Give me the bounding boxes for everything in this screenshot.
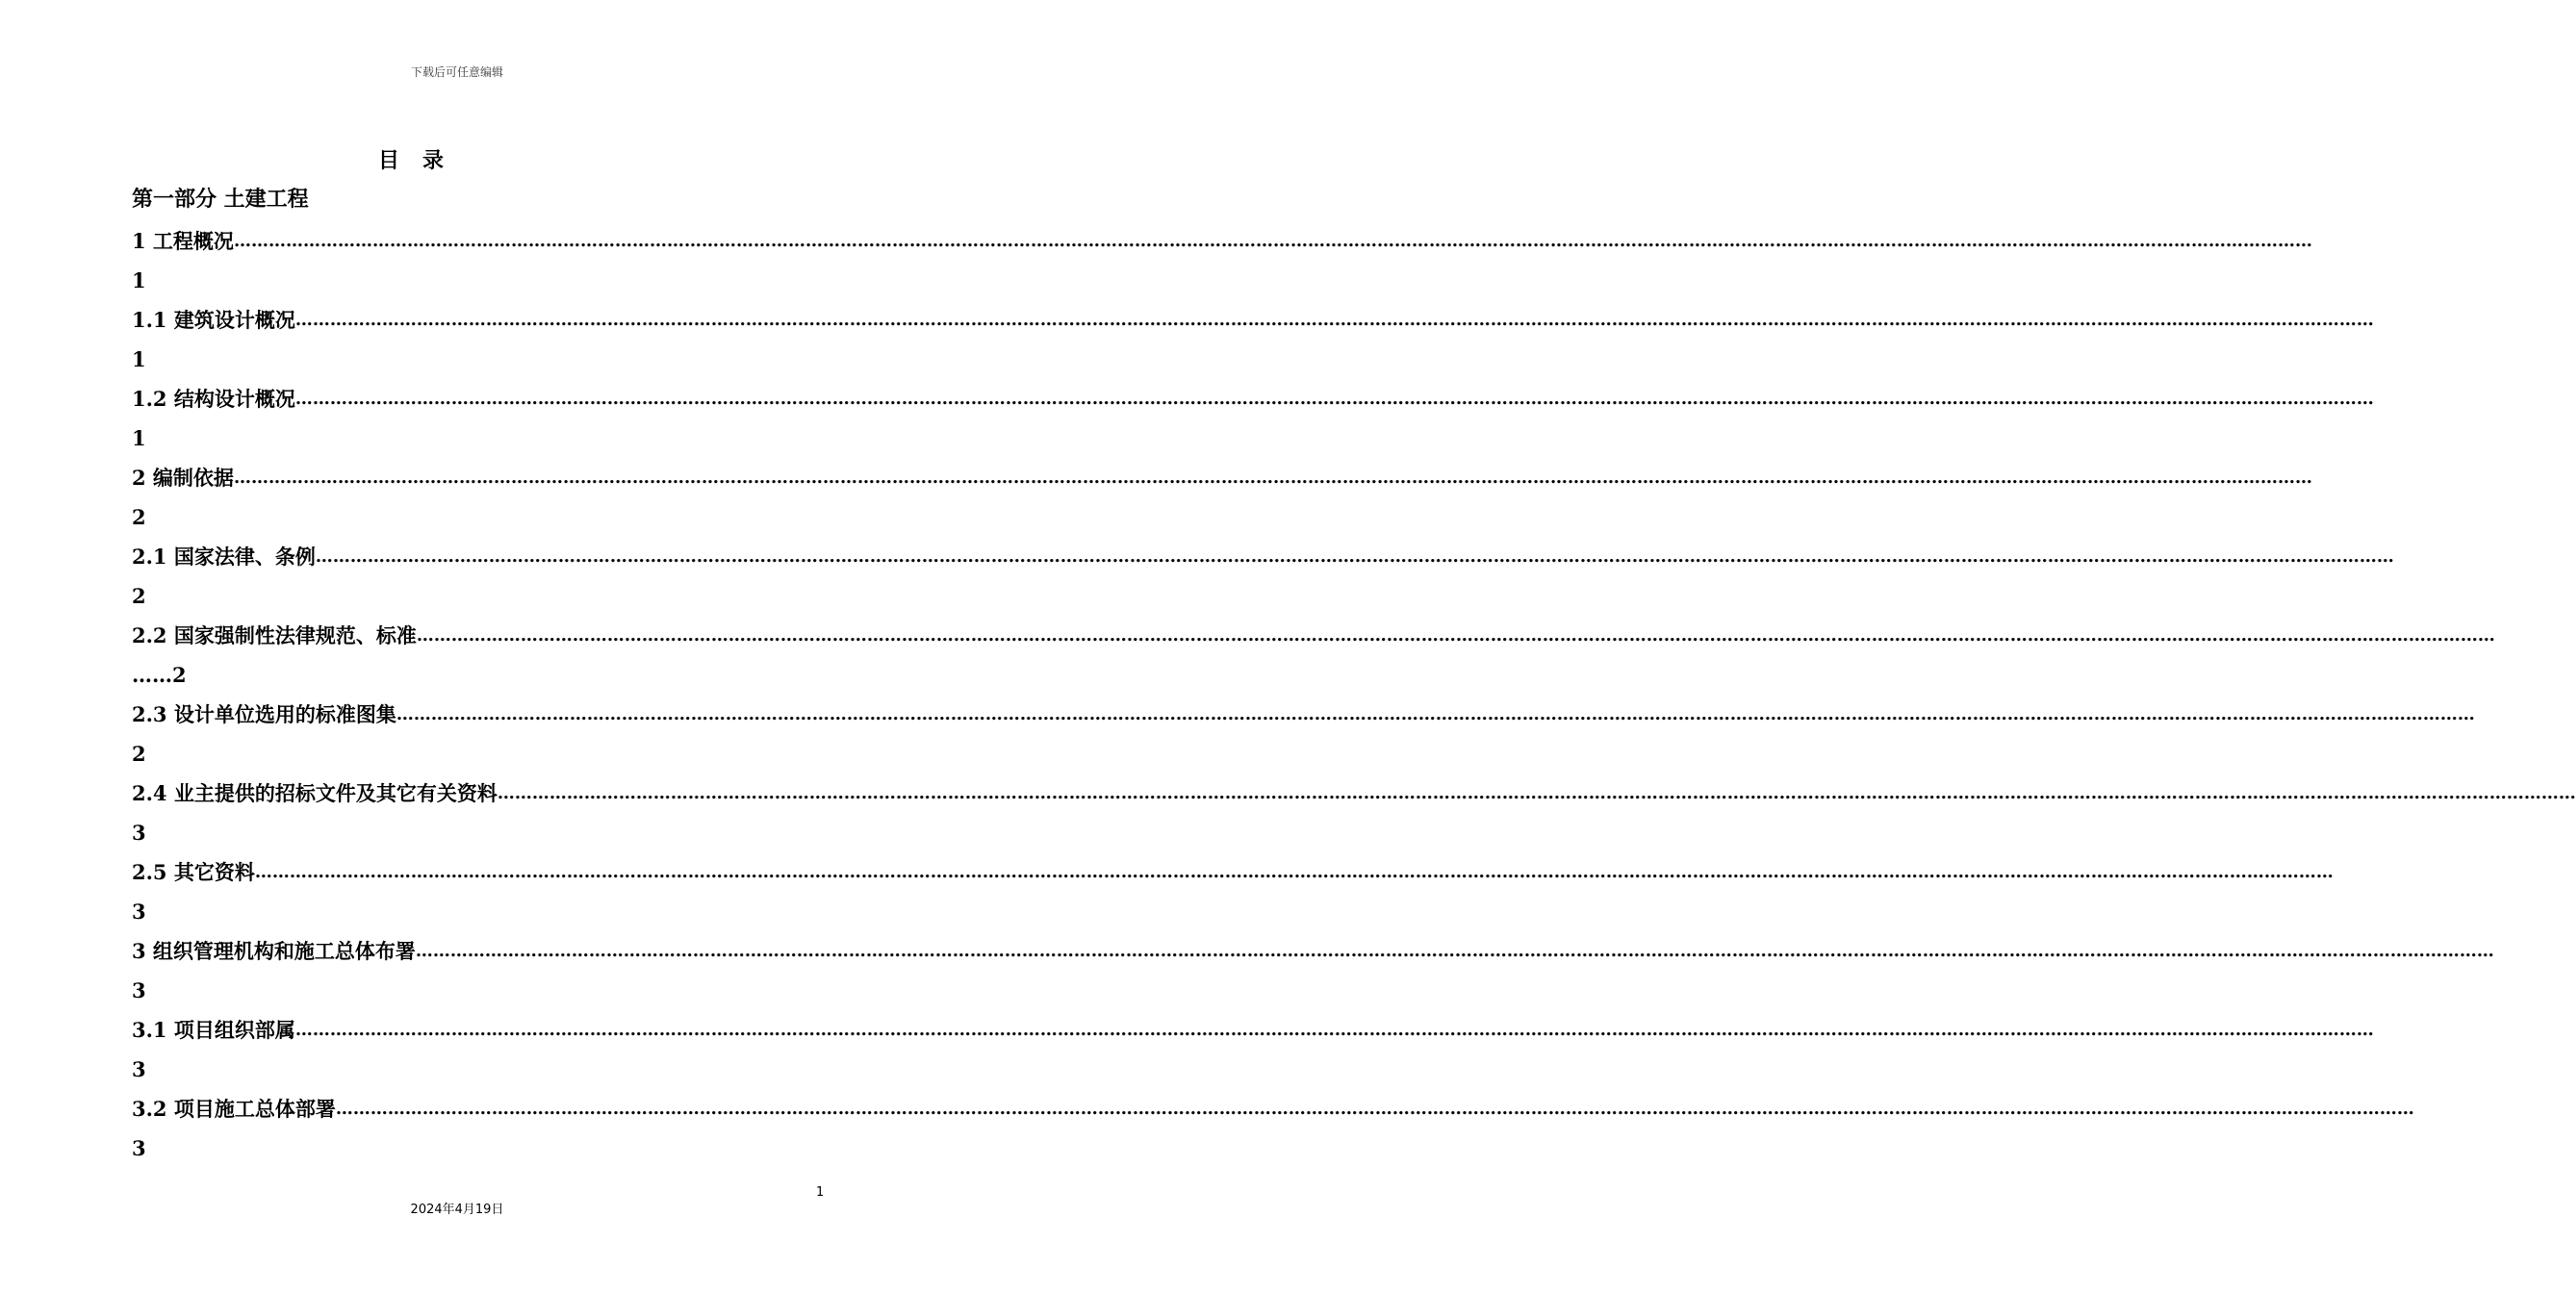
- toc-page-number: 2: [132, 584, 146, 608]
- toc-entry-label: 2 编制依据: [132, 466, 234, 490]
- toc-page-number: 1: [132, 347, 146, 371]
- toc-leader-dots: ………………………………………………………………………………………………………………………………………………………………………………………………………………………………………………………………………………………………………………………………: [497, 783, 2576, 803]
- toc-entry[interactable]: [132, 773, 2576, 813]
- toc-leader-dots: ………………………………………………………………………………………………………………………………………………………………………………………………………………………………………………………………………………………………………………………………: [294, 310, 2374, 330]
- toc-entry[interactable]: [132, 931, 2494, 971]
- toc-page-number: ……2: [132, 663, 187, 687]
- toc-entry-label: 3.2 项目施工总体部署: [132, 1097, 336, 1121]
- toc-leader-dots: ………………………………………………………………………………………………………………………………………………………………………………………………………………………………………………………………………………………………………………………………: [294, 389, 2374, 409]
- toc-page-number: 3: [132, 978, 146, 1002]
- toc-leader-dots: ………………………………………………………………………………………………………………………………………………………………………………………………………………………………………………………………………………………………………………………………: [395, 704, 2475, 724]
- toc-entry-label: 1 工程概况: [132, 229, 234, 253]
- toc-leader-dots: ………………………………………………………………………………………………………………………………………………………………………………………………………………………………………………………………………………………………………………………………: [233, 231, 2312, 251]
- toc-entry-label: 1.2 结构设计概况: [132, 387, 295, 411]
- toc-entry[interactable]: [132, 458, 2312, 497]
- toc-page-number: 1: [132, 268, 146, 292]
- toc-entry[interactable]: [132, 1010, 2374, 1050]
- toc-leader-dots: ………………………………………………………………………………………………………………………………………………………………………………………………………………………………………………………………………………………………………………………………: [294, 1020, 2374, 1040]
- toc-entry[interactable]: [132, 537, 2394, 576]
- toc-leader-dots: ………………………………………………………………………………………………………………………………………………………………………………………………………………………………………………………………………………………………………………………………: [416, 625, 2495, 646]
- toc-entry[interactable]: [132, 695, 2475, 734]
- page-header: 下载后可任意编辑: [410, 65, 503, 79]
- toc-entry[interactable]: [132, 300, 2374, 340]
- toc-page-number: 1: [132, 426, 146, 450]
- toc-entry[interactable]: [132, 221, 2312, 261]
- toc-entry-label: 2.5 其它资料: [132, 860, 255, 884]
- toc-entry-label: 3.1 项目组织部属: [132, 1018, 295, 1042]
- document-title: 目录: [377, 148, 467, 173]
- toc-page-number: 3: [132, 900, 146, 924]
- toc-page-number: 3: [132, 1136, 146, 1160]
- toc-entry-label: 1.1 建筑设计概况: [132, 308, 295, 332]
- toc-entry-label: 2.1 国家法律、条例: [132, 545, 316, 569]
- toc-page-number: 3: [132, 1057, 146, 1081]
- toc-entry[interactable]: [132, 379, 2374, 418]
- toc-leader-dots: ………………………………………………………………………………………………………………………………………………………………………………………………………………………………………………………………………………………………………………………………: [233, 468, 2312, 488]
- table-of-contents: [132, 221, 2576, 1168]
- toc-leader-dots: ………………………………………………………………………………………………………………………………………………………………………………………………………………………………………………………………………………………………………………………………: [254, 862, 2334, 882]
- toc-entry[interactable]: [132, 852, 2334, 892]
- toc-leader-dots: ………………………………………………………………………………………………………………………………………………………………………………………………………………………………………………………………………………………………………………………………: [315, 546, 2394, 567]
- toc-leader-dots: ………………………………………………………………………………………………………………………………………………………………………………………………………………………………………………………………………………………………………………………………: [335, 1099, 2414, 1119]
- part-heading: 第一部分 土建工程: [132, 187, 309, 212]
- toc-page-number: 3: [132, 821, 146, 845]
- footer-date: 2024年4月19日: [410, 1203, 504, 1217]
- toc-leader-dots: ………………………………………………………………………………………………………………………………………………………………………………………………………………………………………………………………………………………………………………………………: [415, 941, 2494, 961]
- toc-entry-label: 2.3 设计单位选用的标准图集: [132, 702, 396, 726]
- toc-page-number: 2: [132, 742, 146, 766]
- toc-entry[interactable]: [132, 1089, 2414, 1128]
- toc-entry-label: 2.4 业主提供的招标文件及其它有关资料: [132, 781, 497, 805]
- toc-entry[interactable]: [132, 616, 2495, 655]
- toc-page-number: 2: [132, 505, 146, 529]
- page-number: 1: [816, 1185, 825, 1200]
- toc-entry-label: 3 组织管理机构和施工总体布署: [132, 939, 416, 963]
- toc-entry-label: 2.2 国家强制性法律规范、标准: [132, 623, 417, 647]
